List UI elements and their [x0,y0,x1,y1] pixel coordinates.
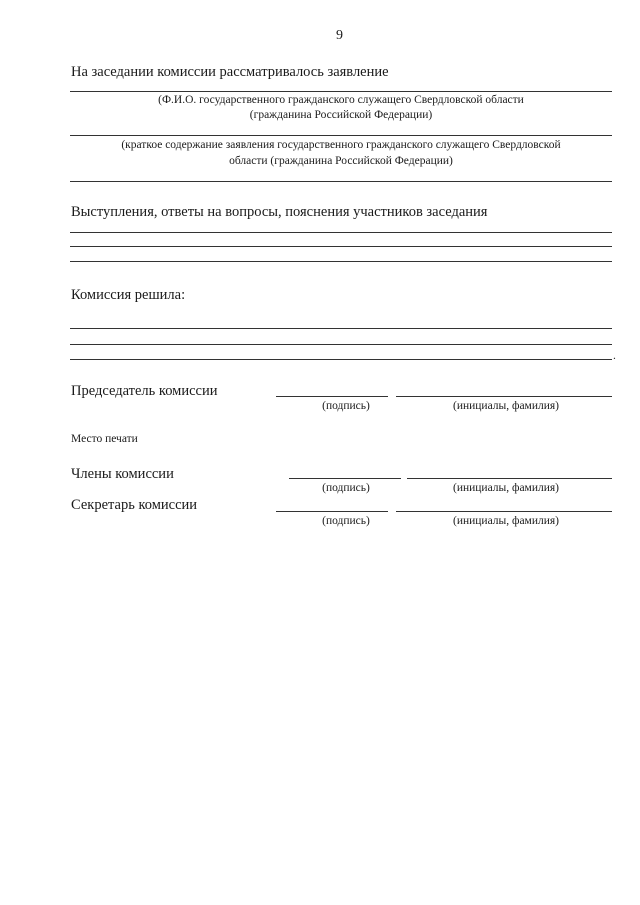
decision-heading: Комиссия решила: [71,287,186,303]
statement-summary-caption-2: области (гражданина Российской Федерации) [229,155,453,167]
decision-line-3[interactable] [70,359,612,360]
chairman-signature-line[interactable] [276,396,388,397]
members-name-caption: (инициалы, фамилия) [452,482,560,494]
decision-line-2[interactable] [70,344,612,345]
members-name-line[interactable] [407,478,612,479]
chairman-name-caption: (инициалы, фамилия) [452,400,560,412]
chairman-signature-caption: (подпись) [322,400,370,412]
speeches-line-2[interactable] [70,246,612,247]
statement-heading: На заседании комиссии рассматривалось заявление [71,64,389,80]
secretary-name-line[interactable] [396,511,612,512]
statement-summary-caption-1: (краткое содержание заявления государственного гражданского служащего Свердловской [121,139,561,151]
statement-summary-line-2[interactable] [70,181,612,182]
members-signature-caption: (подпись) [322,482,370,494]
seal-place-label: Место печати [71,433,138,445]
secretary-label: Секретарь комиссии [71,497,198,513]
page-number: 9 [336,28,343,43]
chairman-name-line[interactable] [396,396,612,397]
decision-line-1[interactable] [70,328,612,329]
chairman-label: Председатель комиссии [71,383,218,399]
members-signature-line[interactable] [289,478,401,479]
speeches-line-3[interactable] [70,261,612,262]
secretary-name-caption: (инициалы, фамилия) [452,515,560,527]
speeches-line-1[interactable] [70,232,612,233]
secretary-signature-line[interactable] [276,511,388,512]
speeches-heading: Выступления, ответы на вопросы, пояснения участников заседания [71,204,488,220]
secretary-signature-caption: (подпись) [322,515,370,527]
decision-end-mark: . [613,350,616,362]
applicant-name-line[interactable] [70,91,612,92]
members-label: Члены комиссии [71,466,174,482]
applicant-name-caption-1: (Ф.И.О. государственного гражданского служащего Свердловской области [158,94,524,106]
statement-summary-line[interactable] [70,135,612,136]
applicant-name-caption-2: (гражданина Российской Федерации) [249,109,433,121]
